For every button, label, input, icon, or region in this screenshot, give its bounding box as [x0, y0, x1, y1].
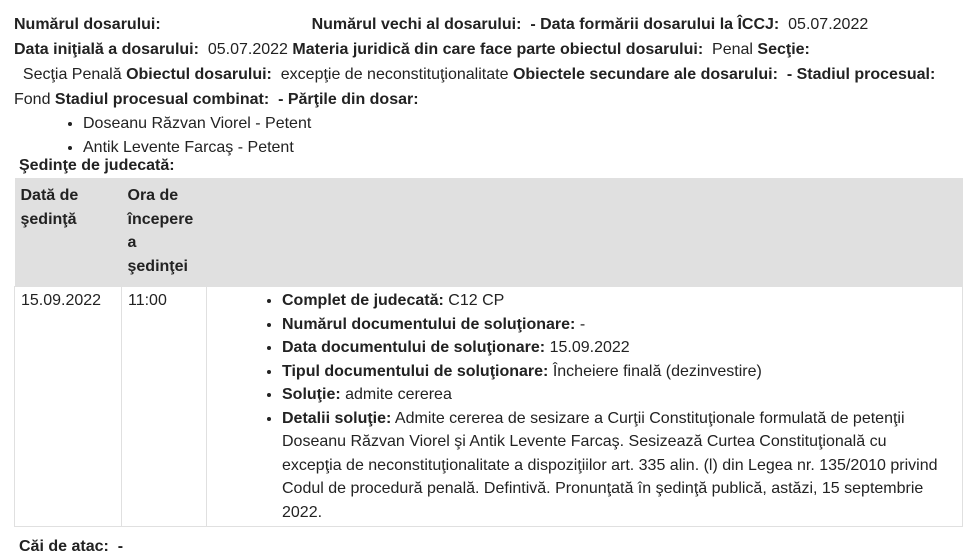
detail-label: Numărul documentului de soluţionare: [282, 315, 576, 333]
detail-item-solution [282, 383, 948, 407]
old-case-number-label: Numărul vechi al dosarului: [311, 16, 522, 33]
detail-label: Detalii soluţie: [282, 409, 392, 427]
case-number-label: Numărul dosarului: [14, 16, 161, 33]
combined-stage-value: - [278, 91, 284, 108]
secondary-objects-value: - [786, 66, 793, 83]
detail-label: Complet de judecată: [282, 292, 444, 309]
procedural-stage-value: Fond [14, 91, 51, 108]
detail-label: Tipul documentului de soluţionare: [282, 362, 549, 380]
hearing-details-list [207, 289, 948, 524]
detail-label: Data documentului de soluţionare: [282, 339, 546, 356]
combined-stage-label: Stadiul procesual combinat: [54, 91, 270, 108]
detail-item-document-type [282, 360, 948, 384]
detail-label: Soluţie: [282, 386, 341, 403]
old-case-number-value: - [530, 16, 536, 33]
legal-matter-value: Penal [712, 41, 753, 58]
appeals-value: - [117, 538, 124, 555]
section-value: Secţia Penală [22, 66, 122, 83]
hearing-details-header [207, 178, 963, 287]
detail-item-document-date [282, 336, 948, 360]
hearing-time-cell: 11:00 [122, 287, 207, 527]
table-row [15, 287, 963, 527]
detail-value: admite cererea [345, 386, 452, 403]
detail-value: C12 CP [448, 292, 505, 309]
case-details [14, 12, 966, 160]
parties-label: Părţile din dosar: [287, 91, 419, 108]
detail-item-document-number [282, 313, 948, 337]
section-label: Secţie: [757, 41, 810, 58]
appeals [19, 537, 123, 557]
filing-date-label: Data formării dosarului la ÎCCJ: [540, 16, 780, 33]
case-object-label: Obiectul dosarului: [126, 66, 272, 83]
hearing-details-cell [207, 287, 963, 527]
hearings-table [14, 178, 963, 527]
initial-date-value: 05.07.2022 [207, 41, 288, 58]
detail-value: 15.09.2022 [549, 339, 630, 356]
detail-item-panel [282, 289, 948, 313]
initial-date-label: Data iniţială a dosarului: [14, 41, 199, 58]
party-item: • Doseanu Răzvan Viorel - Petent [83, 112, 966, 136]
appeals-label: Căi de atac: [19, 538, 109, 555]
detail-value: Încheiere finală (dezinvestire) [552, 362, 762, 380]
procedural-stage-label: Stadiul procesual: [796, 66, 936, 83]
parties-list [14, 112, 966, 160]
detail-value: Admite cererea de sesizare a Curţii Constituţionale formulată de petenţii Doseanu Răzvan Viorel şi Antik Levente Farcaş. Sesizează Curtea Constituţională cu excepţia de neconstituţionalitate a dispoziţiilor art. 335 alin. (l) din Legea nr. 135/2010 privind Codul de procedură penală. Defintivă. Pronunţată în şedinţă publică, astăzi, 15 septembrie 2022. [282, 409, 938, 521]
secondary-objects-label: Obiectele secundare ale dosarului: [512, 66, 778, 83]
party-item: • Antik Levente Farcaş - Petent [83, 136, 966, 160]
detail-item-solution-details [282, 407, 948, 525]
detail-value: - [579, 315, 586, 333]
case-object-value: excepţie de neconstituţionalitate [280, 66, 509, 83]
filing-date-value: 05.07.2022 [788, 16, 869, 33]
hearing-date-header: Dată de şedinţă [15, 178, 122, 287]
legal-matter-label: Materia juridică din care face parte obiectul dosarului: [292, 41, 704, 58]
hearing-time-header: Ora de începere a şedinţei [122, 178, 207, 287]
table-header-row [15, 178, 963, 287]
hearing-date-cell: 15.09.2022 [15, 287, 122, 527]
hearings-title: Şedinţe de judecată: [19, 157, 175, 174]
